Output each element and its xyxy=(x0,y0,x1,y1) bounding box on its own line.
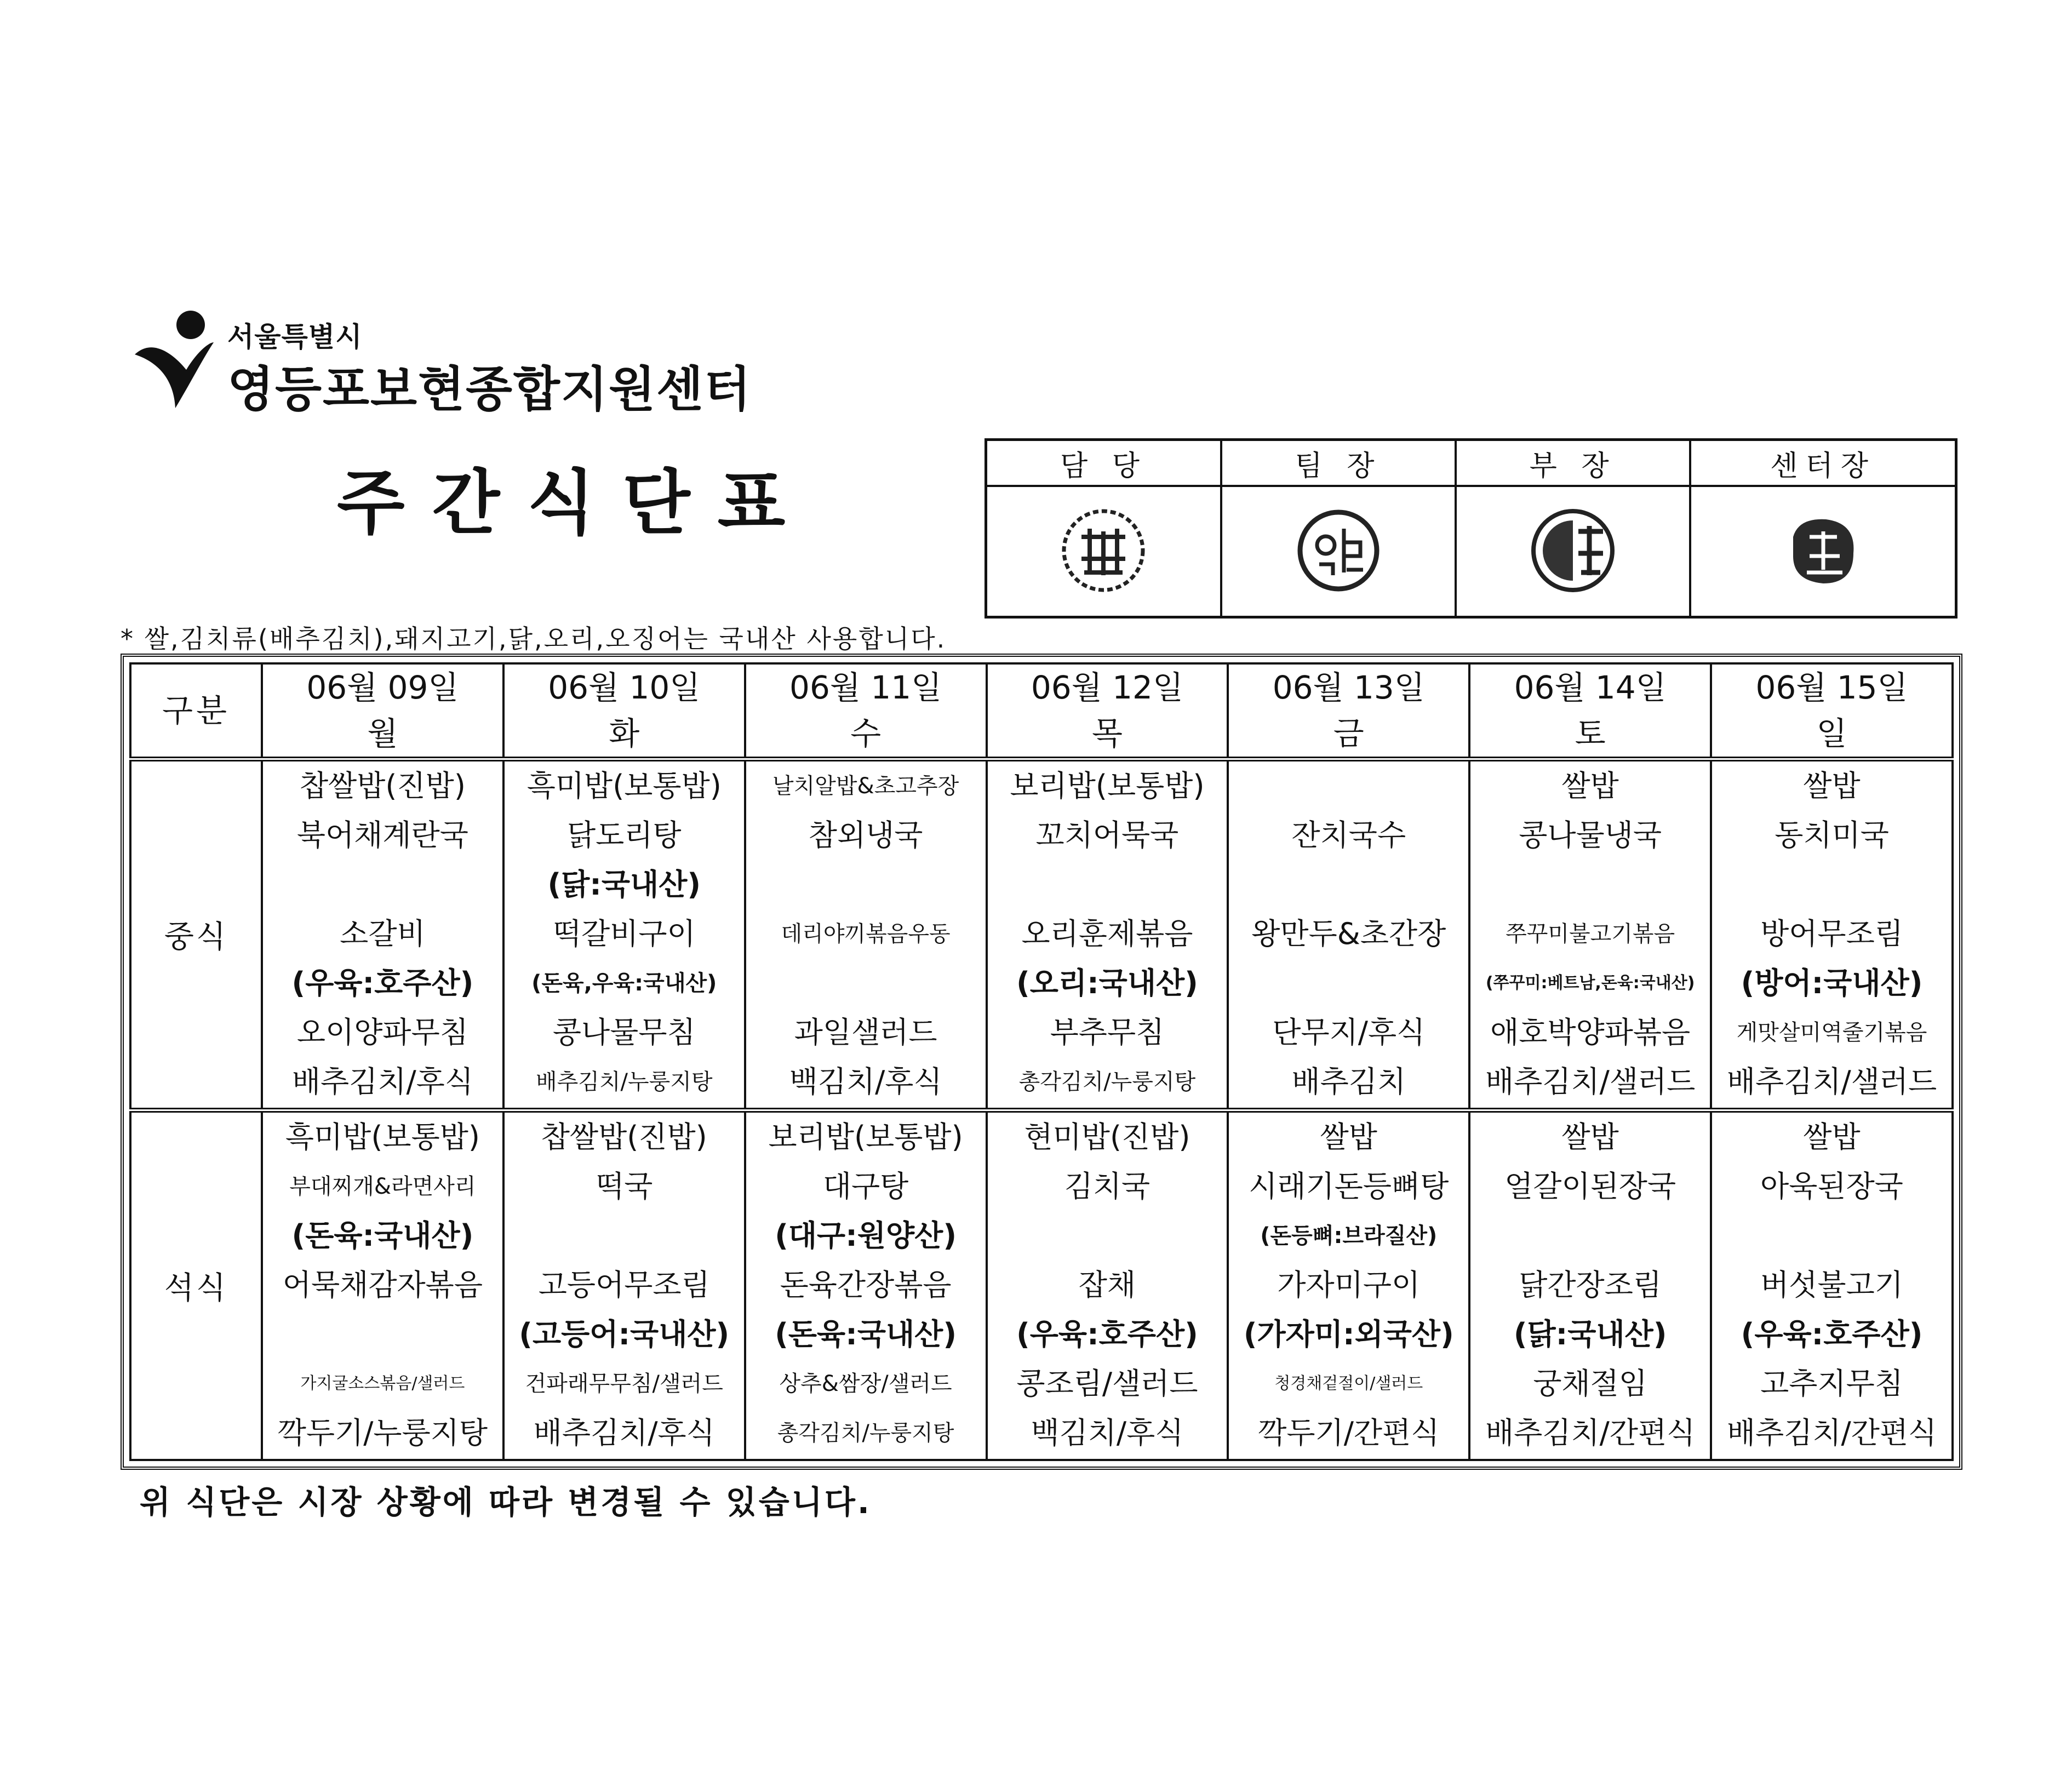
menu-item: 동치미국 xyxy=(1775,818,1889,852)
menu-item: 고추지무침 xyxy=(1760,1366,1903,1401)
day-date: 06월 12일 xyxy=(1031,669,1183,706)
menu-item xyxy=(1470,860,1710,909)
menu-item: 쌀밥 xyxy=(1803,769,1861,803)
origin-label: (닭:국내산) xyxy=(1513,1317,1667,1352)
menu-item: 아욱된장국 xyxy=(1760,1169,1903,1204)
origin-label: (가자미:외국산) xyxy=(1243,1317,1454,1352)
seal-stamp-icon xyxy=(1526,504,1619,597)
dinner-cell-mon xyxy=(262,1110,503,1461)
origin-note: * 쌀,김치류(배추김치),돼지고기,닭,오리,오징어는 국내산 사용합니다. xyxy=(121,624,947,654)
approval-sign-manager xyxy=(1456,486,1690,617)
day-weekday: 토 xyxy=(1575,715,1606,752)
menu-item: 청경채겉절이/샐러드 xyxy=(1274,1374,1423,1393)
menu-item: 건파래무무침/샐러드 xyxy=(525,1371,723,1396)
menu-item: 배추김치/간편식 xyxy=(1726,1416,1937,1450)
menu-item: 고등어무조림 xyxy=(538,1268,710,1302)
menu-item: 닭간장조림 xyxy=(1519,1268,1662,1302)
menu-item: 오리훈제볶음 xyxy=(1021,917,1193,951)
day-date: 06월 13일 xyxy=(1272,669,1425,706)
menu-item: 날치알밥&초고추장 xyxy=(772,774,959,799)
menu-item xyxy=(746,860,986,909)
menu-item: 떡갈비구이 xyxy=(552,917,696,951)
menu-item: 왕만두&초간장 xyxy=(1251,917,1446,951)
menu-item: 꼬치어묵국 xyxy=(1035,818,1179,852)
org-logo xyxy=(131,304,767,417)
day-header xyxy=(1469,663,1711,759)
menu-item: 백김치/후식 xyxy=(1031,1416,1184,1450)
menu-item: 배추김치 xyxy=(1291,1064,1406,1099)
day-weekday: 금 xyxy=(1333,715,1364,752)
day-header xyxy=(987,663,1228,759)
dinner-label: 석식 xyxy=(130,1110,262,1461)
day-header xyxy=(262,663,503,759)
dinner-cell-fri xyxy=(1228,1110,1469,1461)
menu-item: 방어무조림 xyxy=(1760,917,1903,951)
lunch-cell-fri xyxy=(1228,759,1469,1110)
weekly-menu-frame xyxy=(121,654,1962,1470)
menu-item xyxy=(1470,1211,1710,1261)
menu-item xyxy=(505,1211,744,1261)
lunch-row xyxy=(130,759,1953,1110)
dinner-cell-tue xyxy=(503,1110,745,1461)
menu-item: 가자미구이 xyxy=(1277,1268,1421,1302)
footer-note: 위 식단은 시장 상황에 따라 변경될 수 있습니다. xyxy=(140,1484,872,1521)
dinner-cell-wed xyxy=(745,1110,987,1461)
menu-item: 부추무침 xyxy=(1050,1015,1165,1050)
approval-sign-director xyxy=(1690,486,1956,617)
origin-label: (돈육,우육:국내산) xyxy=(531,971,717,996)
approval-box xyxy=(985,438,1957,619)
menu-item xyxy=(988,1211,1227,1261)
menu-item: 닭도리탕 xyxy=(566,818,682,852)
day-date: 06월 14일 xyxy=(1514,669,1667,706)
lunch-cell-wed xyxy=(745,759,987,1110)
menu-item: 콩나물무침 xyxy=(552,1015,696,1050)
dinner-cell-thu xyxy=(987,1110,1228,1461)
menu-item: 흑미밥(보통밥) xyxy=(285,1120,480,1154)
menu-item: 찹쌀밥(진밥) xyxy=(541,1120,707,1154)
menu-item: 콩조림/샐러드 xyxy=(1016,1366,1198,1401)
day-header xyxy=(1228,663,1469,759)
menu-item: 상추&쌈장/샐러드 xyxy=(779,1371,952,1396)
day-header xyxy=(745,663,987,759)
origin-label: (쭈꾸미:베트남,돈육:국내산) xyxy=(1485,973,1695,993)
menu-item xyxy=(1712,1211,1951,1261)
menu-item: 가지굴소스볶음/샐러드 xyxy=(300,1374,465,1393)
approval-header-staff: 담 당 xyxy=(986,440,1221,486)
menu-item: 떡국 xyxy=(596,1169,653,1204)
menu-item: 배추김치/후식 xyxy=(291,1064,474,1099)
menu-header-row xyxy=(130,663,1953,759)
origin-label: (고등어:국내산) xyxy=(519,1317,730,1352)
weekly-menu-table xyxy=(129,662,1954,1461)
menu-item: 과일샐러드 xyxy=(794,1015,937,1050)
day-date: 06월 15일 xyxy=(1755,669,1908,706)
lunch-cell-mon xyxy=(262,759,503,1110)
menu-item: 보리밥(보통밥) xyxy=(768,1120,963,1154)
menu-item: 백김치/후식 xyxy=(789,1064,942,1099)
seal-stamp-icon xyxy=(1057,504,1150,597)
menu-item xyxy=(1229,959,1468,1008)
menu-item: 게맛살미역줄기볶음 xyxy=(1736,1020,1927,1045)
category-header: 구분 xyxy=(130,663,262,759)
lunch-cell-thu xyxy=(987,759,1228,1110)
dinner-row xyxy=(130,1110,1953,1461)
menu-item: 쌀밥 xyxy=(1320,1120,1377,1154)
day-date: 06월 11일 xyxy=(789,669,942,706)
menu-item: 버섯불고기 xyxy=(1760,1268,1903,1302)
menu-item xyxy=(1229,761,1468,811)
menu-item: 잔치국수 xyxy=(1291,818,1406,852)
menu-item: 애호박양파볶음 xyxy=(1490,1015,1691,1050)
lunch-cell-sun xyxy=(1711,759,1953,1110)
lunch-cell-sat xyxy=(1469,759,1711,1110)
day-weekday: 수 xyxy=(850,715,882,752)
origin-label: (닭:국내산) xyxy=(547,867,701,902)
menu-item: 총각김치/누룽지탕 xyxy=(1018,1069,1196,1095)
origin-label: (대구:원양산) xyxy=(775,1218,957,1253)
origin-label: (우육:호주산) xyxy=(1016,1317,1198,1352)
day-header xyxy=(1711,663,1953,759)
approval-header-director: 센터장 xyxy=(1690,440,1956,486)
origin-label: (우육:호주산) xyxy=(291,966,474,1000)
dinner-cell-sat xyxy=(1469,1110,1711,1461)
menu-item: 궁채절임 xyxy=(1533,1366,1647,1401)
origin-label: (돈육:국내산) xyxy=(775,1317,957,1352)
menu-item: 잡채 xyxy=(1078,1268,1136,1302)
menu-item xyxy=(263,860,502,909)
seal-stamp-icon xyxy=(1292,504,1385,597)
dinner-cell-sun xyxy=(1711,1110,1953,1461)
day-weekday: 목 xyxy=(1091,715,1123,752)
menu-item: 대구탕 xyxy=(822,1169,909,1204)
day-date: 06월 10일 xyxy=(548,669,701,706)
menu-item: 데리야끼볶음우동 xyxy=(781,921,951,947)
org-city: 서울특별시 xyxy=(227,321,363,353)
approval-sign-team-leader xyxy=(1221,486,1456,617)
org-name: 영등포보현종합지원센터 xyxy=(227,361,752,417)
menu-item: 현미밥(진밥) xyxy=(1024,1120,1190,1154)
approval-header-manager: 부 장 xyxy=(1456,440,1690,486)
menu-item: 어묵채감자볶음 xyxy=(282,1268,483,1302)
menu-item: 총각김치/누룽지탕 xyxy=(777,1421,954,1446)
day-weekday: 월 xyxy=(367,715,398,752)
menu-item: 오이양파무침 xyxy=(296,1015,468,1050)
menu-item: 김치국 xyxy=(1064,1169,1151,1204)
menu-item xyxy=(263,1310,502,1359)
day-date: 06월 09일 xyxy=(306,669,459,706)
menu-item: 부대찌개&라면사리 xyxy=(289,1174,476,1199)
day-weekday: 화 xyxy=(609,715,640,752)
menu-item: 시래기돈등뼈탕 xyxy=(1249,1169,1449,1204)
origin-label: (돈육:국내산) xyxy=(291,1218,474,1253)
menu-item: 배추김치/후식 xyxy=(533,1416,715,1450)
menu-item: 보리밥(보통밥) xyxy=(1010,769,1205,803)
menu-item: 흑미밥(보통밥) xyxy=(526,769,722,803)
lunch-cell-tue xyxy=(503,759,745,1110)
menu-item: 돈육간장볶음 xyxy=(780,1268,952,1302)
menu-item: 찹쌀밥(진밥) xyxy=(299,769,466,803)
menu-item: 얼갈이된장국 xyxy=(1504,1169,1676,1204)
menu-item: 콩나물냉국 xyxy=(1519,818,1662,852)
menu-item: 배추김치/간편식 xyxy=(1485,1416,1696,1450)
origin-label: (방어:국내산) xyxy=(1741,966,1923,1000)
origin-label: (우육:호주산) xyxy=(1741,1317,1923,1352)
menu-item xyxy=(746,959,986,1008)
menu-item xyxy=(1229,860,1468,909)
seal-stamp-icon xyxy=(1777,504,1870,597)
menu-item: 쭈꾸미불고기볶음 xyxy=(1506,921,1675,947)
menu-item: 배추김치/샐러드 xyxy=(1485,1064,1696,1099)
day-weekday: 일 xyxy=(1816,715,1847,752)
origin-label: (오리:국내산) xyxy=(1016,966,1198,1000)
menu-item: 깍두기/누룽지탕 xyxy=(277,1416,488,1450)
menu-item: 깍두기/간편식 xyxy=(1258,1416,1440,1450)
menu-item: 단무지/후식 xyxy=(1272,1015,1426,1050)
menu-item: 쌀밥 xyxy=(1803,1120,1861,1154)
approval-sign-staff xyxy=(986,486,1221,617)
day-header xyxy=(503,663,745,759)
menu-item: 배추김치/누룽지탕 xyxy=(535,1069,713,1095)
menu-item xyxy=(988,860,1227,909)
menu-item: 소갈비 xyxy=(340,917,426,951)
menu-item: 참외냉국 xyxy=(808,818,923,852)
page-title: 주간식단표 xyxy=(337,462,813,544)
menu-item: 쌀밥 xyxy=(1561,769,1619,803)
menu-item xyxy=(1712,860,1951,909)
menu-item: 배추김치/샐러드 xyxy=(1726,1064,1937,1099)
menu-item: 쌀밥 xyxy=(1561,1120,1619,1154)
lunch-label: 중식 xyxy=(130,759,262,1110)
menu-item: 북어채계란국 xyxy=(296,818,468,852)
org-emblem-icon xyxy=(131,304,225,414)
approval-header-team-leader: 팀 장 xyxy=(1221,440,1456,486)
origin-label: (돈등뼈:브라질산) xyxy=(1260,1223,1438,1249)
